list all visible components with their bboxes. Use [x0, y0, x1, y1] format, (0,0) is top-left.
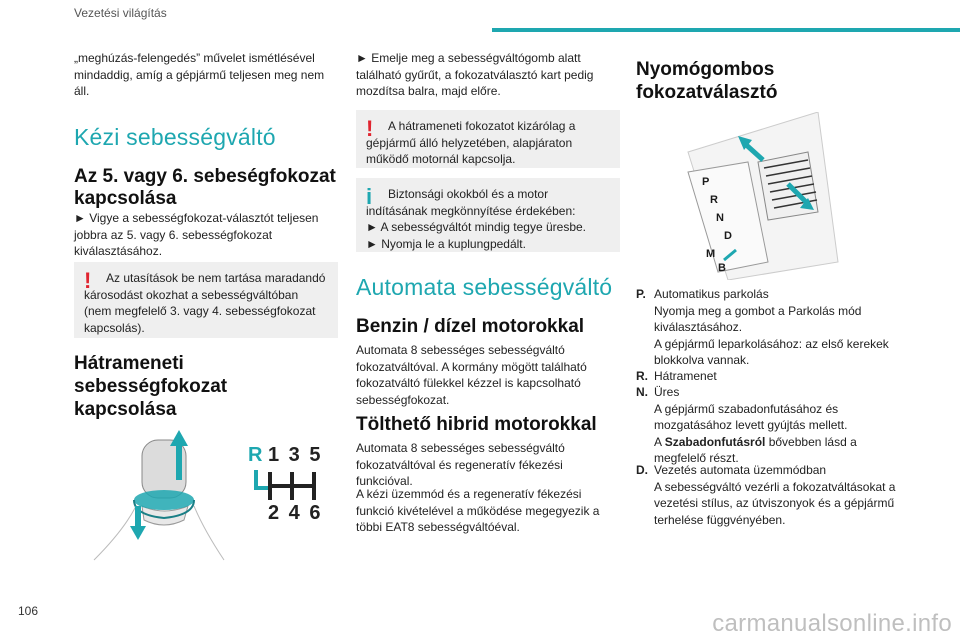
section-title-automatic: Automata sebességváltó	[356, 274, 613, 300]
gear-bottom-labels: 2 4 6	[268, 502, 323, 524]
list-line: Üres	[654, 385, 680, 399]
warning-icon: !	[366, 116, 374, 141]
list-key: D.	[636, 463, 648, 477]
gear-pattern-diagram	[248, 470, 324, 502]
intro-text: „meghúzás-felengedés” művelet ismétlésével mindaddig, amíg a gépjármű teljesen meg nem áll.	[74, 51, 325, 98]
selector-letter-d: D	[724, 230, 732, 242]
warning-note-2	[356, 110, 620, 168]
list-line: A Szabadonfutásról bővebben lásd a megfelelő részt.	[654, 434, 857, 465]
list-key: R.	[636, 369, 648, 383]
list-item-p	[636, 286, 906, 369]
gear-5-6-text: ► Vigye a sebességfokozat-választót teljesen jobbra az 5. vagy 6. sebességfokozat kiválasztásához.	[74, 211, 319, 258]
selector-letter-m: M	[706, 248, 716, 260]
list-key: P.	[636, 287, 646, 301]
selector-letter-n: N	[716, 212, 724, 224]
subtitle-petrol-diesel: Benzin / dízel motorokkal	[356, 316, 585, 337]
subtitle-hybrid: Tölthető hibrid motorokkal	[356, 414, 597, 435]
list-line: Vezetés automata üzemmódban	[654, 463, 827, 477]
list-line: A sebességváltó vezérli a fokozatváltásokat a vezetési stílus, az útviszonyok és a gépjármű terhelése függvényében.	[654, 479, 896, 527]
pushbutton-title: Nyomógombos fokozatválasztó	[636, 59, 778, 103]
subtitle-reverse-gear: Hátrameneti sebességfokozat kapcsolása	[74, 353, 228, 420]
list-line: Automatikus parkolás	[654, 287, 769, 301]
info-icon: i	[366, 184, 373, 209]
pushbutton-selector-illustration	[668, 112, 840, 280]
list-item-r	[636, 368, 906, 385]
subtitle-5-6-gear: Az 5. vagy 6. sebeségfokozat kapcsolása	[74, 166, 336, 209]
list-key: N.	[636, 385, 648, 399]
list-line: Hátramenet	[654, 369, 717, 383]
hybrid-text-2: A kézi üzemmód és a regeneratív fékezési funkció kivételével a működése megegyezik a többi EAT8 sebességváltóéval.	[356, 487, 600, 534]
info-text-2: ► A sebességváltót mindig tegye üresbe.	[366, 220, 587, 234]
warning-text-2: A hátrameneti fokozatot kizárólag a gépjármű álló helyzetében, alapjáraton működő motornál kapcsolja.	[366, 119, 576, 166]
selector-letter-r: R	[710, 194, 718, 206]
list-item-n	[636, 384, 906, 467]
info-note	[356, 178, 620, 252]
hybrid-text-1: Automata 8 sebességes sebességváltó fokozatváltóval és regeneratív fékezési funkcióval.	[356, 441, 565, 488]
list-line: Nyomja meg a gombot a Parkolás mód kiválasztásához.	[654, 303, 862, 334]
list-line: A gépjármű szabadonfutásához és mozgatásához levett gyújtás mellett.	[654, 401, 848, 432]
list-line: A gépjármű leparkolásához: az első kerekek blokkolva vannak.	[654, 336, 889, 367]
header-accent-bar	[492, 28, 960, 32]
header-title: Vezetési világítás	[74, 6, 167, 20]
list-item-d	[636, 462, 906, 528]
gear-top-labels: 1 3 5	[268, 444, 323, 466]
warning-note-1	[74, 262, 338, 338]
page-number: 106	[18, 604, 39, 618]
warning-text-1: Az utasítások be nem tartása maradandó károsodást okozhat a sebességváltóban (nem megfelelő 3. vagy 4. sebességfokozat kapcsolás).	[84, 271, 326, 335]
section-title-manual: Kézi sebességváltó	[74, 124, 276, 150]
watermark: carmanualsonline.info	[712, 610, 952, 637]
gear-r-label: R	[248, 444, 263, 466]
selector-letter-p: P	[702, 176, 710, 188]
petrol-diesel-text: Automata 8 sebességes sebességváltó fokozatváltóval. A kormány mögött található fokozatváltó fülekkel kézzel is kapcsolható sebességfokozat.	[356, 343, 587, 407]
warning-icon: !	[84, 268, 92, 293]
info-text-1: Biztonsági okokból és a motor indításának megkönnyítése érdekében:	[366, 187, 576, 218]
manual-shifter-illustration	[84, 420, 234, 568]
info-text-3: ► Nyomja le a kuplungpedált.	[366, 236, 526, 251]
selector-letter-b: B	[718, 262, 726, 274]
reverse-instruction: ► Emelje meg a sebességváltógomb alatt található gyűrűt, a fokozatválasztó kart pedig mozdítsa balra, majd előre.	[356, 51, 594, 98]
